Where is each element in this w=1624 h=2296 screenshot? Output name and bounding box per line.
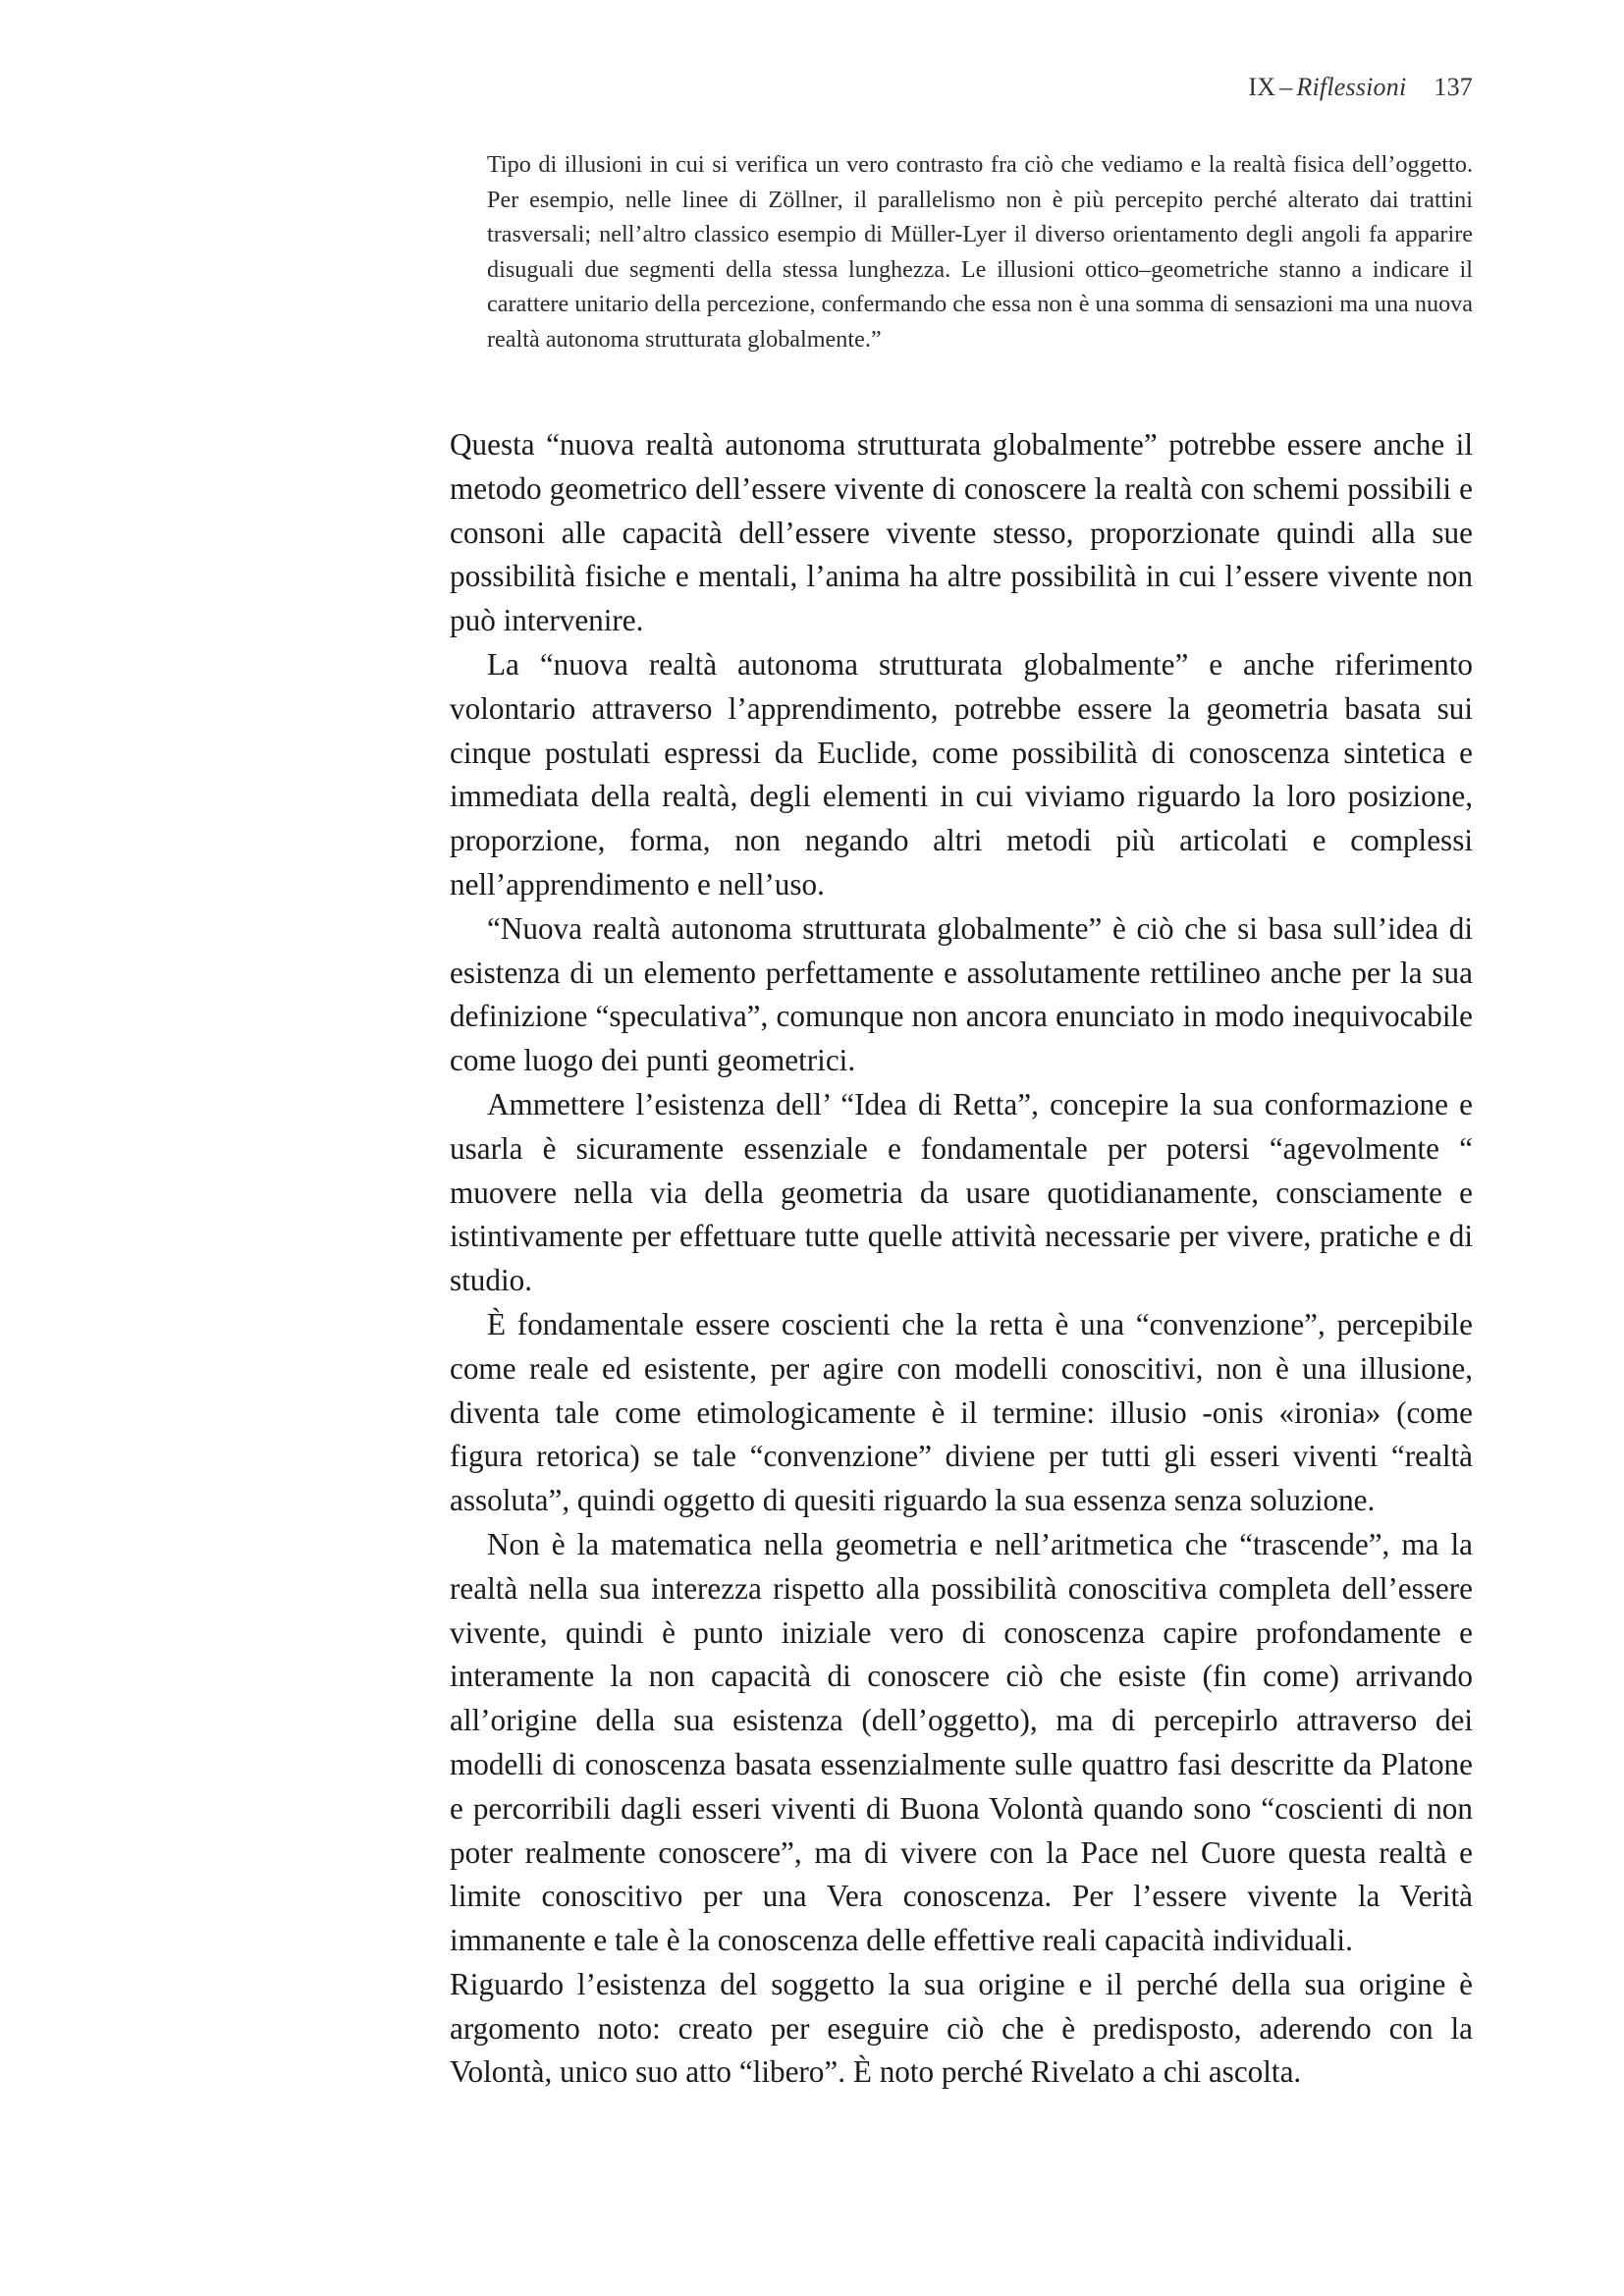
header-dash: – — [1279, 73, 1293, 101]
paragraph-2: La “nuova realtà autonoma strutturata globalmente” e anche riferimento volontario attraverso l’apprendimento, potrebbe essere la geometria basata sui cinque postulati espressi da Euclide, come possibilità di conoscenza sintetica e immediata della realtà, degli elementi in cui viviamo riguardo la loro posizione, proporzione, forma, non negando altri metodi più articolati e complessi nell’apprendimento e nell’uso. — [450, 646, 1473, 902]
paragraph-7: Riguardo l’esistenza del soggetto la sua origine e il perché della sua origine è argomento noto: creato per eseguire ciò che è predisposto, aderendo con la Volontà, unico suo atto “libero”. È noto perché Rivelato a chi ascolta. — [450, 1966, 1473, 2090]
paragraph-5: È fondamentale essere coscienti che la retta è una “convenzione”, percepibile come reale ed esistente, per agire con modelli conoscitivi, non è una illusione, diventa tale come etimologicamente è il termine: illusio -onis «ironia» (come figura retorica) se tale “convenzione” diviene per tutti gli esseri viventi “realtà assoluta”, quindi oggetto di quesiti riguardo la sua essenza senza soluzione. — [450, 1306, 1473, 1518]
paragraph-4: Ammettere l’esistenza dell’ “Idea di Retta”, concepire la sua conformazione e usarla è sicuramente essenziale e fondamentale per potersi “agevolmente “ muovere nella via della geometria da usare quotidianamente, consciamente e istintivamente per effettuare tutte quelle attività necessarie per vivere, pratiche e di studio. — [450, 1086, 1473, 1298]
paragraph-3: “Nuova realtà autonoma strutturata globalmente” è ciò che si basa sull’idea di esistenza di un elemento perfettamente e assolutamente rettilineo anche per la sua definizione “speculativa”, comunque non ancora enunciato in modo inequivocabile come luogo dei punti geometrici. — [450, 910, 1473, 1078]
paragraph-1: Questa “nuova realtà autonoma strutturata globalmente” potrebbe essere anche il metodo geometrico dell’essere vivente di conoscere la realtà con schemi possibili e consoni alle capacità dell’essere vivente stesso, proporzionate quindi alla sue possibilità fisiche e mentali, l’anima ha altre possibilità in cui l’essere vivente non può intervenire. — [450, 427, 1473, 638]
running-head — [1248, 73, 1473, 102]
page-number: 137 — [1434, 73, 1473, 101]
section-title: Riflessioni — [1296, 73, 1407, 101]
body-text — [450, 423, 1473, 2095]
chapter-number: IX — [1248, 73, 1276, 101]
paragraph-6: Non è la matematica nella geometria e nell’aritmetica che “trascende”, ma la realtà nella sua interezza rispetto alla possibilità conoscitiva completa dell’essere vivente, quindi è punto iniziale vero di conoscenza capire profondamente e interamente la non capacità di conoscere ciò che esiste (fin come) arrivando all’origine della sua esistenza (dell’oggetto), ma di percepirlo attraverso dei modelli di conoscenza basata essenzialmente sulle quattro fasi descritte da Platone e percorribili dagli esseri viventi di Buona Volontà quando sono “coscienti di non poter realmente conoscere”, ma di vivere con la Pace nel Cuore questa realtà e limite conoscitivo per una Vera conoscenza. Per l’essere vivente la Verità immanente e tale è la conoscenza delle effettive reali capacità individuali. — [450, 1526, 1473, 1958]
block-quote: Tipo di illusioni in cui si verifica un vero contrasto fra ciò che vediamo e la realtà fisica dell’oggetto. Per esempio, nelle linee di Zöllner, il parallelismo non è più percepito perché alterato dai trattini trasversali; nell’altro classico esempio di Müller-Lyer il diverso orientamento degli angoli fa apparire disuguali due segmenti della stessa lunghezza. Le illusioni ottico–geometriche stanno a indicare il carattere unitario della percezione, confermando che essa non è una somma di sensazioni ma una nuova realtà autonoma strutturata globalmente.” — [487, 151, 1473, 353]
